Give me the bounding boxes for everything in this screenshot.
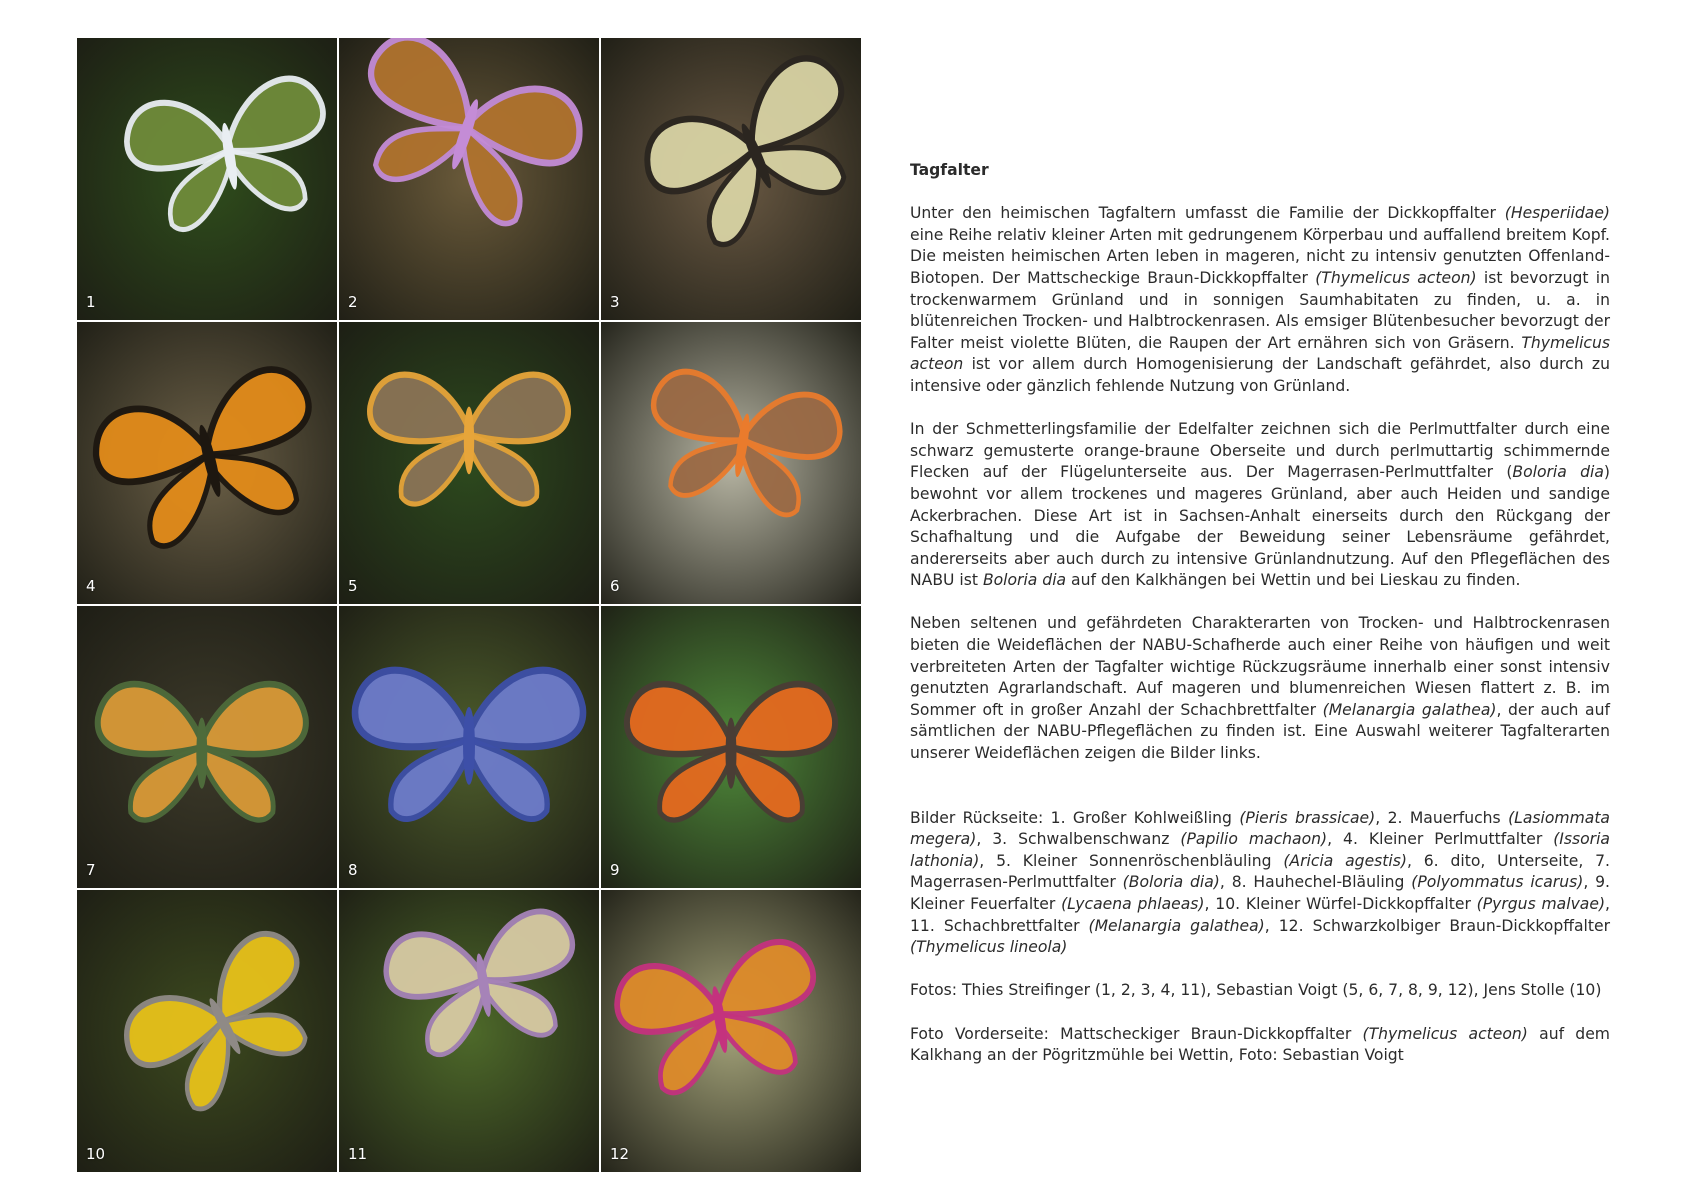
photo-number: 4 <box>86 577 96 595</box>
photo-tile <box>339 606 599 888</box>
text-run: Neben seltenen und gefährdeten Charakterarten von Trocken- und Halbtrockenrasen bieten die Weideflächen der NABU-Schafherde auch einer Reihe von häufigen und weit verbreiteten Arten der Tagfalter wichtige Rückzugsräume innerhalb einer sonst intensiv genutzten Agrarlandschaft. Auf mageren und blumenreichen Wiesen flattert z. B. im Sommer oft in großer Anzahl der Schachbrettfalter <box>910 614 1610 719</box>
species-name: Thymelicus acteon <box>910 333 1610 374</box>
photo-7-butterfly-weaver-fritillary <box>77 606 337 888</box>
photo-10-butterfly-grizzled-skipper <box>77 890 337 1172</box>
cover-photo-credit <box>910 1024 1610 1067</box>
photo-number: 8 <box>348 861 358 879</box>
text-run: ist vor allem durch Homogenisierung der Landschaft gefährdet, also durch zu intensive oder gänzlich fehlende Nutzung von Grünland. <box>910 355 1610 395</box>
species-name: (Issoria lathonia) <box>910 830 1610 870</box>
photo-tile <box>339 890 599 1172</box>
paragraph-hesperiidae <box>910 203 1610 397</box>
text-run: , 5. Kleiner Sonnenröschenbläuling <box>979 851 1284 870</box>
photo-number: 5 <box>348 577 358 595</box>
species-name: (Lasiommata megera) <box>910 808 1610 849</box>
text-run: ist bevorzugt in trockenwarmem Grünland und in sonnigen Saumhabitaten zu finden, u. a. in blütenreichen Trocken- und Halbtrockenrasen. Als emsiger Blütenbesucher bevorzugt der Falter meist violette Blüten, die Raupen der Art ernähren sich von Gräsern. <box>910 268 1610 352</box>
text-run: , der auch auf sämtlichen der NABU-Pflegeflächen zu finden ist. Eine Auswahl weiterer Tagfalterarten unserer Weideflächen zeigen die Bilder links. <box>910 700 1610 763</box>
text-run: eine Reihe relativ kleiner Arten mit gedrungenem Körperbau und auffallend breitem Kopf. Die meisten heimischen Arten leben in mageren, nicht zu intensiv genutzten Offenland-Biotopen. Der Mattscheckige Braun-Dickkopffalter <box>910 225 1610 287</box>
text-run: , 9. Kleiner Feuerfalter <box>910 873 1610 913</box>
photo-tile <box>339 38 599 320</box>
species-name: (Pyrgus malvae) <box>1476 895 1606 913</box>
species-name: (Thymelicus acteon) <box>1362 1024 1528 1043</box>
paragraph-edelfalter <box>910 419 1610 592</box>
photo-number: 1 <box>86 293 96 311</box>
photo-number: 11 <box>348 1145 368 1163</box>
photo-number: 10 <box>86 1145 106 1163</box>
species-name: (Aricia agestis) <box>1283 851 1407 870</box>
photo-tile <box>77 322 337 604</box>
photo-number: 12 <box>610 1145 630 1163</box>
species-name: (Thymelicus acteon) <box>1315 268 1477 287</box>
photo-11-butterfly-marbled-white <box>339 890 599 1172</box>
photo-1-butterfly-cabbage-white <box>77 38 337 320</box>
text-run: Unter den heimischen Tagfaltern umfasst die Familie der Dickkopffalter <box>910 204 1505 223</box>
photo-tile <box>601 606 861 888</box>
paragraph-weideflaechen <box>910 613 1610 764</box>
photo-number: 2 <box>348 293 358 311</box>
photo-12-butterfly-essex-skipper <box>601 890 861 1172</box>
text-run: Foto Vorderseite: Mattscheckiger Braun-Dickkopffalter <box>910 1024 1363 1043</box>
text-run: ) bewohnt vor allem trockenes und mageres Grünland, aber auch Heiden und sandige Ackerbrachen. Diese Art ist in Sachsen-Anhalt einerseits durch den Rückgang der Schafhaltung und die Aufgabe der Beweidung seiner Lebensräume gefährdet, andererseits aber auch durch zu intensive Grünlandnutzung. Auf den Pflegeflächen des NABU ist <box>910 463 1610 590</box>
photo-tile <box>77 38 337 320</box>
text-run: , 3. Schwalbenschwanz <box>976 830 1181 849</box>
species-name: (Boloria dia) <box>1122 873 1220 892</box>
species-name: (Thymelicus lineola) <box>910 938 1068 957</box>
species-name: (Papilio machaon) <box>1180 830 1328 849</box>
photo-credits: Fotos: Thies Streifinger (1, 2, 3, 4, 11), Sebastian Voigt (5, 6, 7, 8, 9, 12), Jens Stolle (10) <box>910 981 1602 1000</box>
text-run: , 6. dito, Unterseite, 7. Magerrasen-Perlmuttfalter <box>910 851 1611 892</box>
text-run: , 10. Kleiner Würfel-Dickkopffalter <box>1204 895 1477 913</box>
text-run: , 11. Schachbrettfalter <box>910 895 1610 935</box>
species-name: (Melanargia galathea) <box>1322 700 1497 719</box>
photo-9-butterfly-small-copper <box>601 606 861 888</box>
photo-tile <box>77 606 337 888</box>
photo-grid <box>77 38 861 1172</box>
species-name: (Hesperiidae) <box>1504 204 1610 223</box>
photo-3-butterfly-swallowtail <box>601 38 861 320</box>
article-title: Tagfalter <box>910 161 989 179</box>
species-name: (Melanargia galathea) <box>1088 916 1265 935</box>
species-name: (Pieris brassicae) <box>1239 808 1376 827</box>
species-name: Boloria dia <box>982 571 1067 590</box>
text-run: , 4. Kleiner Perlmuttfalter <box>1327 830 1554 849</box>
photo-tile <box>339 322 599 604</box>
photo-captions <box>910 808 1610 959</box>
text-run: In der Schmetterlingsfamilie der Edelfalter zeichnen sich die Perlmuttfalter durch eine schwarz gemusterte orange-braune Oberseite und durch perlmuttartig schimmernde Flecken auf der Flügelunterseite aus. Der Magerrasen-Perlmuttfalter ( <box>910 420 1610 482</box>
photo-2-butterfly-wall-brown <box>339 38 599 320</box>
text-run: , 12. Schwarzkolbiger Braun-Dickkopffalter <box>1264 916 1610 935</box>
species-name: Boloria dia <box>1512 463 1604 482</box>
photo-tile <box>77 890 337 1172</box>
text-run: auf den Kalkhängen bei Wettin und bei Lieskau zu finden. <box>1066 571 1521 590</box>
text-run: Bilder Rückseite: 1. Großer Kohlweißling <box>910 808 1240 827</box>
photo-tile <box>601 38 861 320</box>
species-name: (Polyommatus icarus) <box>1411 873 1584 892</box>
article <box>910 160 1610 1088</box>
species-name: (Lycaena phlaeas) <box>1061 895 1205 913</box>
photo-number: 9 <box>610 861 620 879</box>
text-run: , 2. Mauerfuchs <box>1375 808 1509 827</box>
photo-tile <box>601 890 861 1172</box>
photo-5-butterfly-brown-argus <box>339 322 599 604</box>
photo-number: 6 <box>610 577 620 595</box>
photo-number: 7 <box>86 861 96 879</box>
text-run: auf dem Kalkhang an der Pögritzmühle bei Wettin, Foto: Sebastian Voigt <box>910 1024 1610 1065</box>
photo-6-butterfly-brown-argus-underside <box>601 322 861 604</box>
photo-4-butterfly-queen-of-spain-fritillary <box>77 322 337 604</box>
photo-tile <box>601 322 861 604</box>
photo-8-butterfly-common-blue <box>339 606 599 888</box>
text-run: , 8. Hauhechel-Bläuling <box>1219 873 1412 892</box>
photo-number: 3 <box>610 293 620 311</box>
